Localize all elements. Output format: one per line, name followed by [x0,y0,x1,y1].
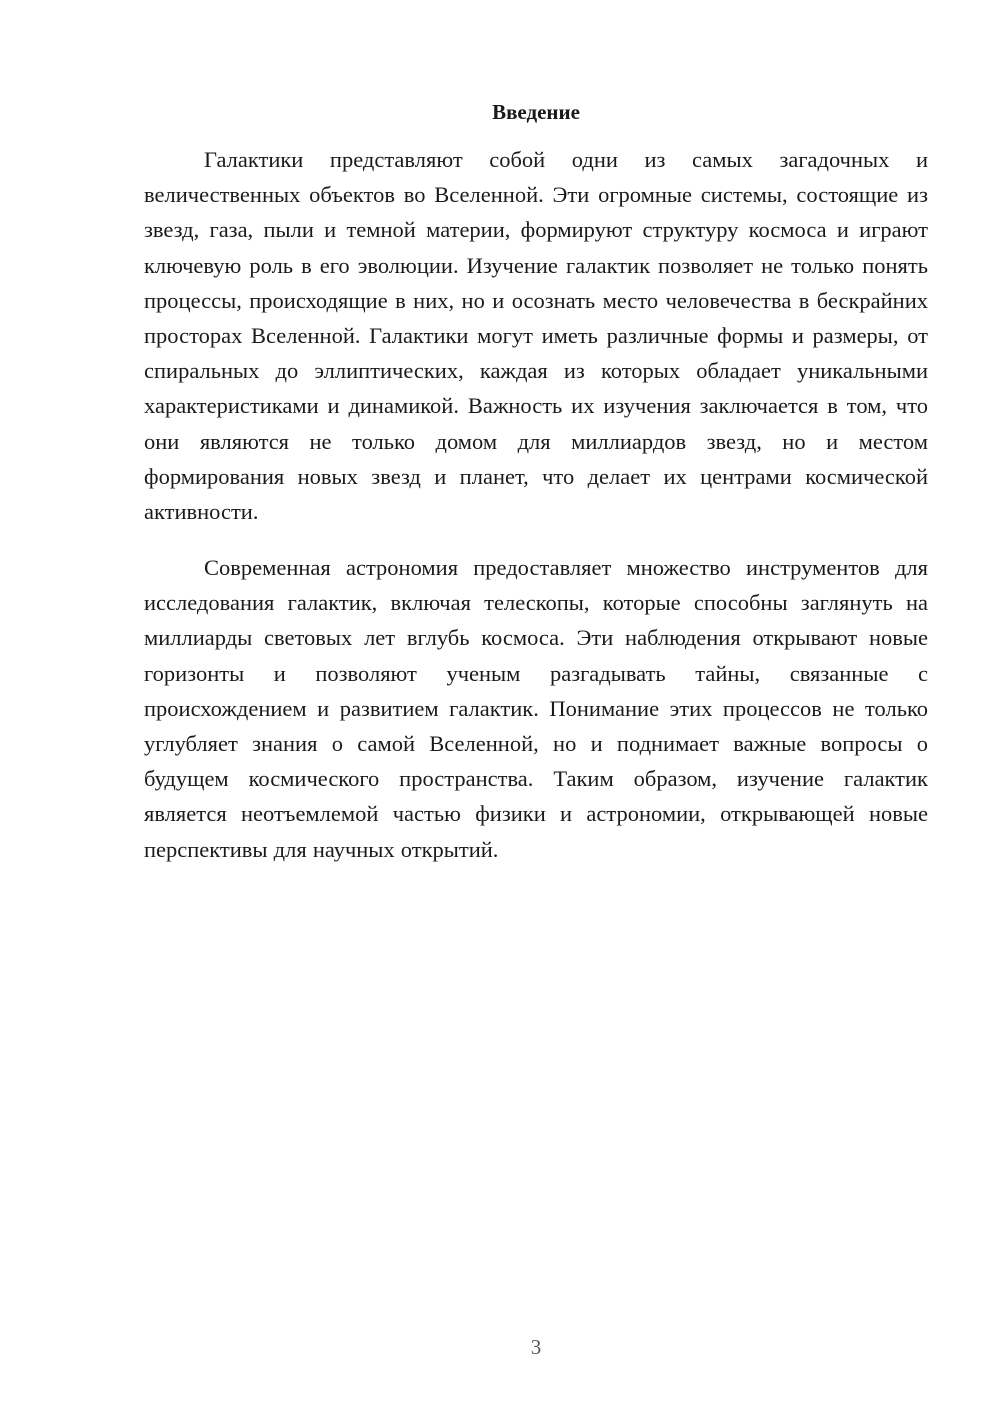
page-number: 3 [530,1335,542,1359]
paragraph-intro: Галактики представляют собой одни из самых загадочных и величественных объектов во Вселенной. Эти огромные системы, состоящие из звезд, газа, пыли и темной материи, формируют структуру космоса и играют ключевую роль в его эволюции. Изучение галактик позволяет не только понять процессы, происходящие в них, но и осознать место человечества в бескрайних просторах Вселенной. Галактики могут иметь различные формы и размеры, от спиральных до эллиптических, каждая из которых обладает уникальными характеристиками и динамикой. Важность их изучения заключается в том, что они являются не только домом для миллиардов звезд, но и местом формирования новых звезд и планет, что делает их центрами космической активности. [144,147,928,525]
paragraph-astronomy: Современная астрономия предоставляет множество инструментов для исследования галактик, включая телескопы, которые способны заглянуть на миллиарды световых лет вглубь космоса. Эти наблюдения открывают новые горизонты и позволяют ученым разгадывать тайны, связанные с происхождением и развитием галактик. Понимание этих процессов не только углубляет знания о самой Вселенной, но и поднимает важные вопросы о будущем космического пространства. Таким образом, изучение галактик является неотъемлемой частью физики и астрономии, открывающей новые перспективы для научных открытий. [144,555,928,862]
section-heading: Введение [492,100,580,124]
